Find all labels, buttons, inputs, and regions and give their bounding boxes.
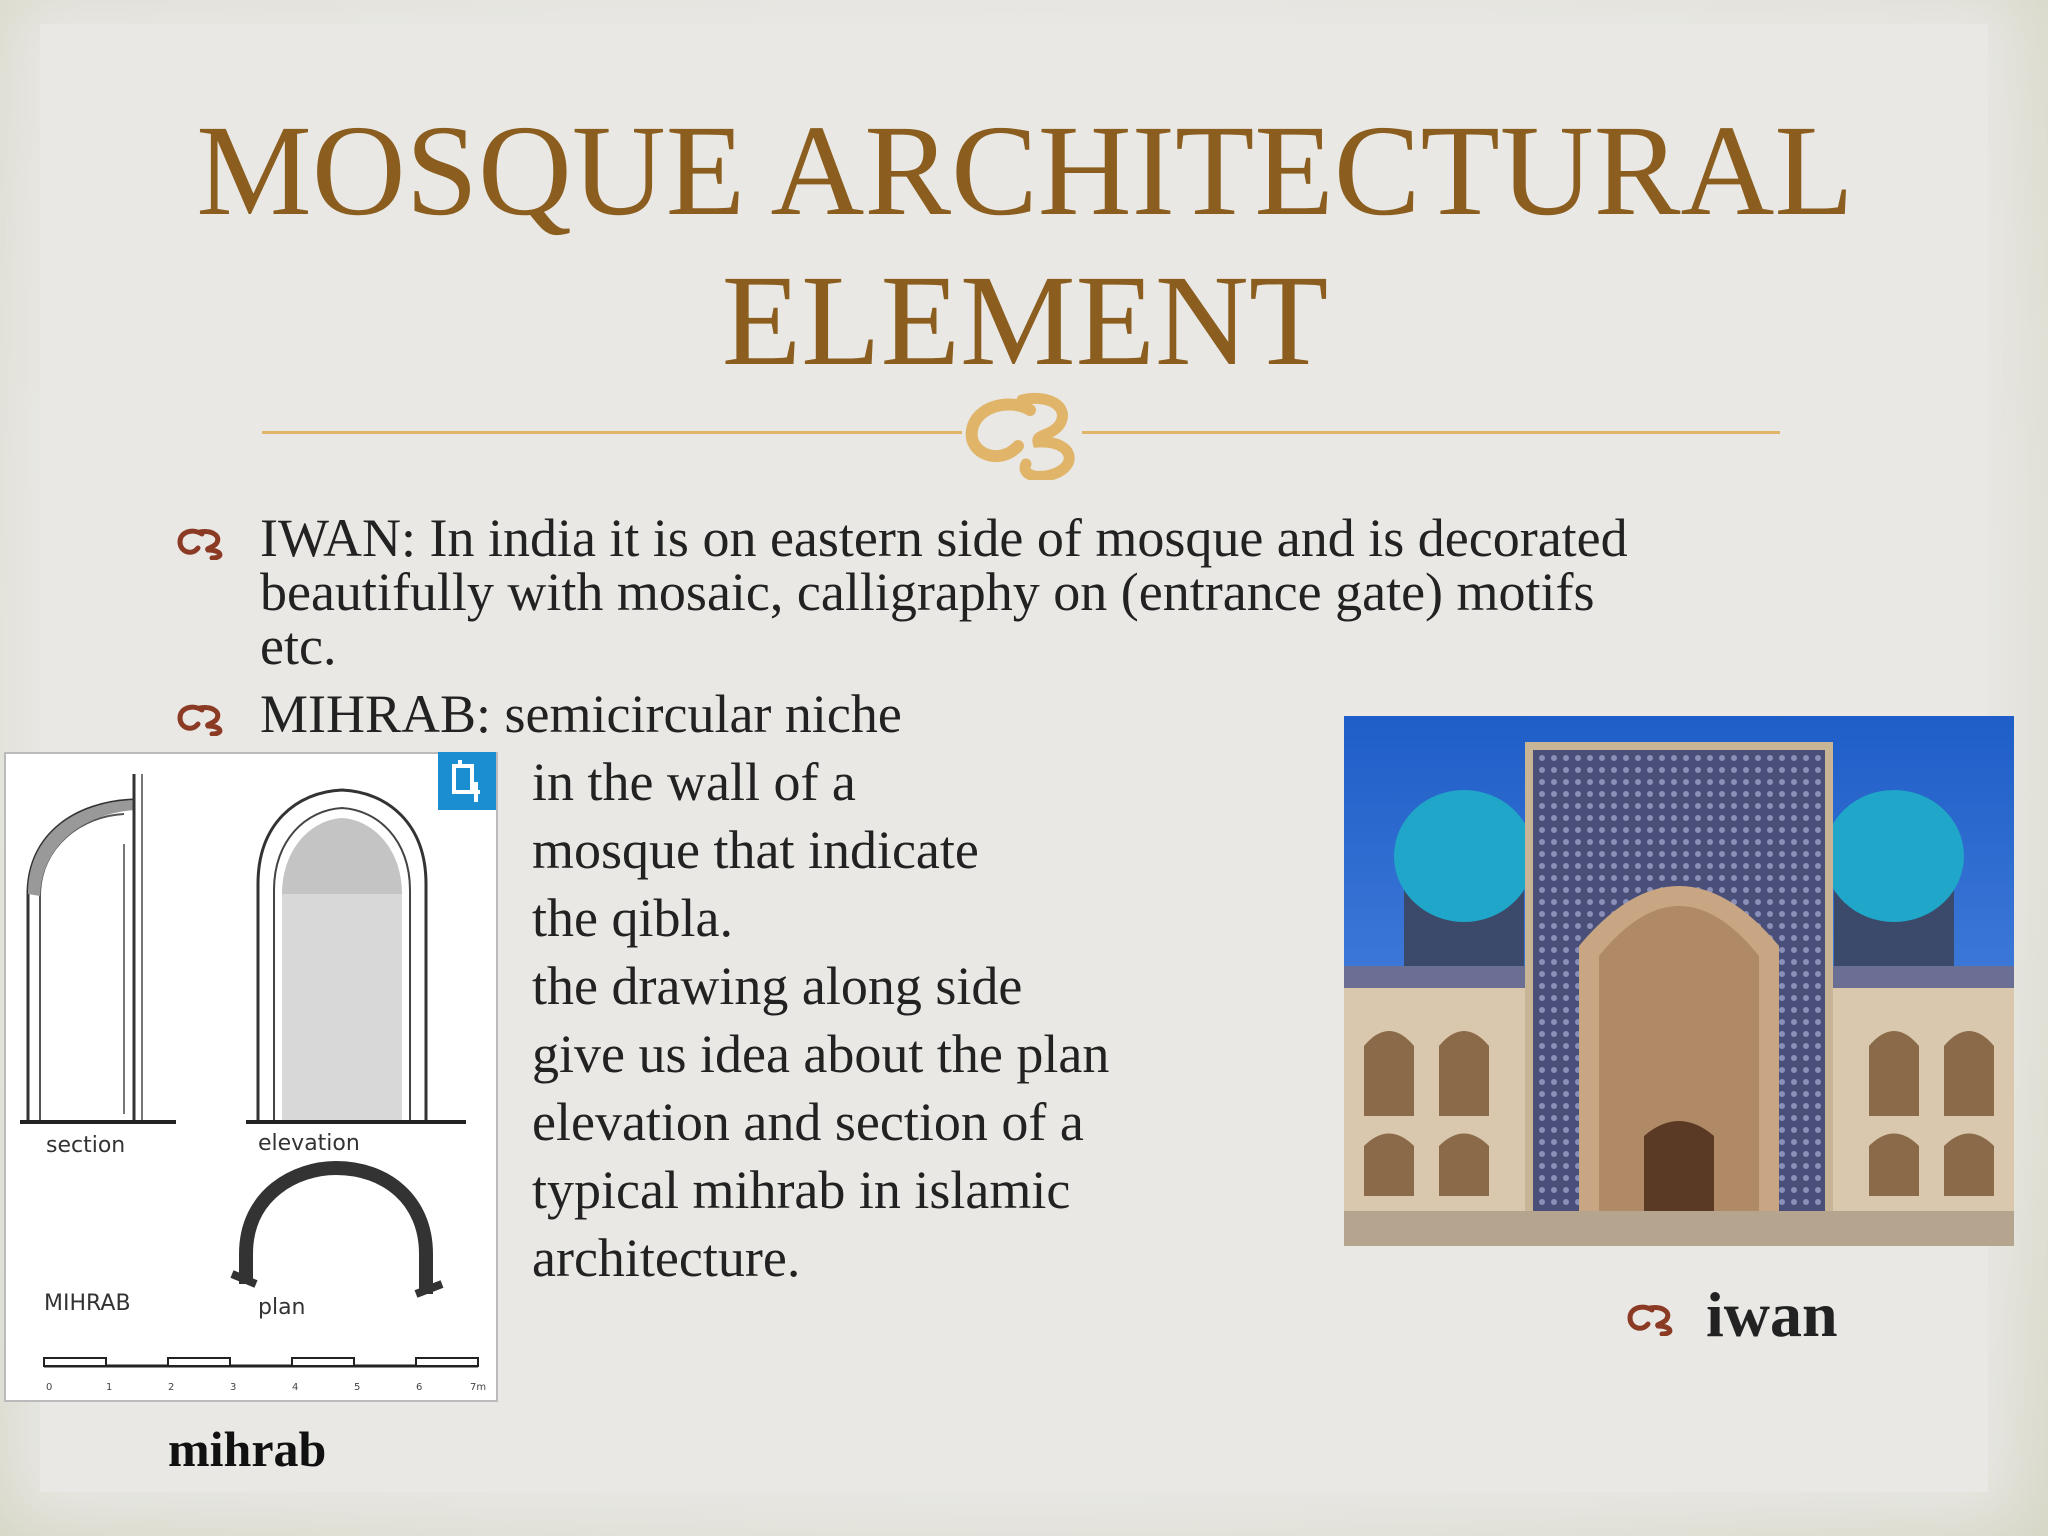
iwan-line-3: etc. <box>260 616 337 676</box>
scale-tick: 6 <box>416 1382 423 1393</box>
expand-image-icon <box>438 752 496 810</box>
scale-tick: 7m <box>470 1382 487 1393</box>
title-divider-left <box>262 431 962 434</box>
floral-ornament-icon <box>952 380 1092 480</box>
mihrab-drawing <box>4 752 498 1402</box>
mihrab-line-2: mosque that indicate <box>532 820 979 880</box>
slide-title-line2: ELEMENT <box>721 249 1329 393</box>
iwan-line-1: IWAN: In india it is on eastern side of mosque and is decorated <box>260 508 1628 568</box>
scale-tick: 0 <box>46 1382 53 1393</box>
scale-tick: 3 <box>230 1382 237 1393</box>
mihrab-line-5: give us idea about the plan <box>532 1024 1110 1084</box>
plan-label: plan <box>258 1295 306 1320</box>
mihrab-line-6: elevation and section of a <box>532 1092 1084 1152</box>
scale-tick: 2 <box>168 1382 175 1393</box>
elevation-label: elevation <box>258 1131 360 1156</box>
leaf-bullet-icon <box>176 526 228 560</box>
mihrab-lead: MIHRAB: semicircular niche <box>260 684 902 744</box>
caption-iwan: iwan <box>1706 1279 1838 1350</box>
iwan-line-2: beautifully with mosaic, calligraphy on (entrance gate) motifs <box>260 562 1595 622</box>
scale-tick: 5 <box>354 1382 361 1393</box>
mihrab-drawing-label: MIHRAB <box>44 1291 131 1316</box>
iwan-photo <box>1344 716 2014 1246</box>
scale-tick: 1 <box>106 1382 113 1393</box>
mihrab-line-1: in the wall of a <box>532 752 856 812</box>
leaf-bullet-icon <box>176 702 228 736</box>
caption-mihrab: mihrab <box>168 1421 327 1477</box>
mihrab-line-7: typical mihrab in islamic <box>532 1160 1071 1220</box>
mihrab-line-3: the qibla. <box>532 888 733 948</box>
scale-tick: 4 <box>292 1382 299 1393</box>
title-divider-right <box>1082 431 1780 434</box>
expand-image-button[interactable] <box>438 752 496 810</box>
slide-title-line1: MOSQUE ARCHITECTURAL <box>196 99 1854 243</box>
mihrab-line-8: architecture. <box>532 1228 801 1288</box>
mihrab-line-4: the drawing along side <box>532 956 1023 1016</box>
section-label: section <box>46 1133 126 1158</box>
leaf-bullet-icon <box>1626 1302 1678 1336</box>
